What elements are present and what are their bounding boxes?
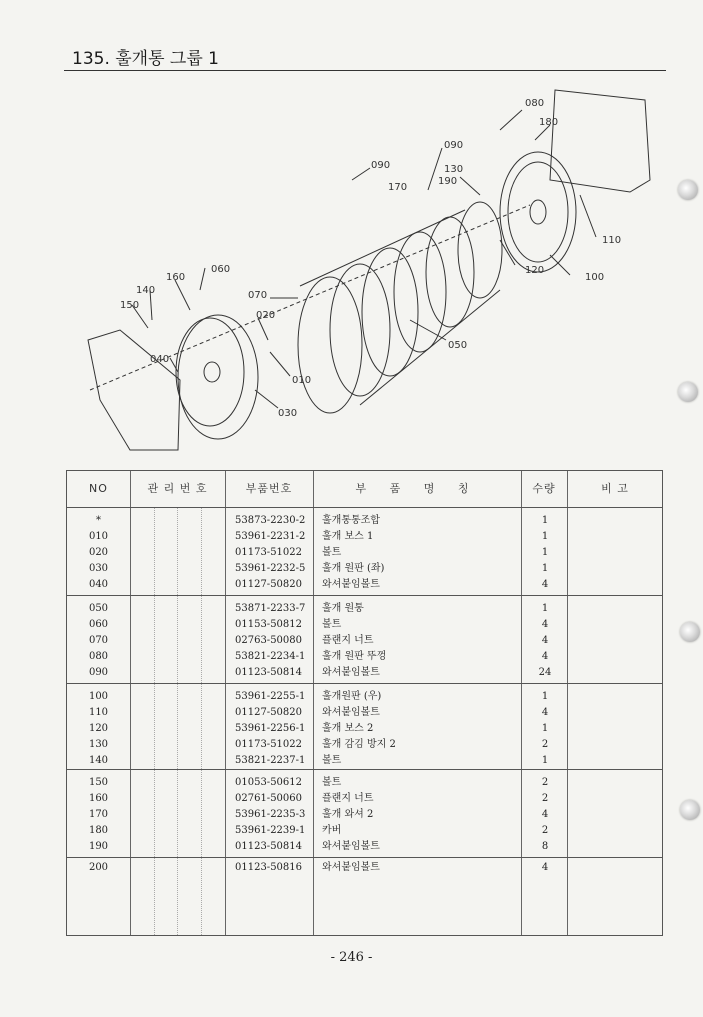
row-no: 190: [88, 841, 109, 852]
header-no: NO: [89, 482, 108, 495]
row-qty: 2: [541, 739, 549, 750]
row-part-no: 53821-2234-1: [235, 651, 306, 662]
row-part-name: 볼트: [322, 619, 342, 630]
diagram-svg: [60, 80, 670, 460]
header-remarks: 비 고: [601, 482, 629, 495]
row-part-name: 훌개 와셔 2: [322, 809, 374, 820]
row-no: 140: [88, 755, 109, 766]
row-part-name: 훌개 보스 2: [322, 723, 374, 734]
row-part-name: 볼트: [322, 755, 342, 766]
row-part-no: 01127-50820: [235, 579, 303, 590]
row-part-no: 01173-51022: [235, 547, 303, 558]
table-row: [67, 545, 662, 561]
callout-label: 090: [371, 160, 391, 171]
table-row: [67, 791, 662, 807]
row-group: [67, 507, 662, 596]
title-rule: [64, 70, 666, 71]
row-part-no: 53961-2256-1: [235, 723, 306, 734]
callout-label: 130: [444, 164, 464, 175]
row-part-name: 플랜지 너트: [322, 793, 374, 804]
row-no: 060: [88, 619, 109, 630]
row-no: 030: [88, 563, 109, 574]
row-part-name: 훌개 원판 뚜껑: [322, 651, 387, 662]
table-row: [67, 737, 662, 753]
callout-label: 120: [525, 265, 545, 276]
callout-label: 030: [278, 408, 298, 419]
table-row: [67, 617, 662, 633]
callout-label: 040: [150, 354, 170, 365]
callout-label: 150: [120, 300, 140, 311]
row-part-no: 53873-2230-2: [235, 515, 306, 526]
left-disc: [178, 315, 258, 439]
row-part-no: 01123-50814: [235, 667, 303, 678]
row-no: 040: [88, 579, 109, 590]
table-row: [67, 753, 662, 769]
row-part-no: 01123-50814: [235, 841, 303, 852]
row-qty: 2: [541, 793, 549, 804]
row-part-name: 훌개 원판 (좌): [322, 563, 385, 574]
row-no: 080: [88, 651, 109, 662]
row-qty: 1: [541, 691, 549, 702]
exploded-diagram: [60, 80, 670, 460]
right-disc: [500, 152, 576, 272]
row-no: 130: [88, 739, 109, 750]
table-row: [67, 665, 662, 681]
row-qty: 1: [541, 563, 549, 574]
row-no: 070: [88, 635, 109, 646]
punch-hole: [678, 382, 698, 402]
row-part-name: 플랜지 너트: [322, 635, 374, 646]
row-group: [67, 595, 662, 684]
table-header: [67, 471, 662, 508]
row-part-name: 와셔붙임볼트: [322, 579, 380, 590]
row-no: 200: [88, 862, 109, 873]
row-qty: 8: [541, 841, 549, 852]
page-number: - 246 -: [330, 950, 373, 965]
table-row: [67, 705, 662, 721]
row-qty: 24: [538, 667, 552, 678]
callout-label: 190: [438, 176, 458, 187]
table-row: [67, 577, 662, 593]
row-part-no: 53961-2239-1: [235, 825, 306, 836]
frame-plate-right: [550, 90, 650, 192]
row-part-name: 볼트: [322, 777, 342, 788]
row-part-name: 훌개 감김 방지 2: [322, 739, 396, 750]
table-row: [67, 529, 662, 545]
callout-label: 090: [444, 140, 464, 151]
row-qty: 4: [541, 635, 549, 646]
header-part-name: 부 품 명 칭: [355, 482, 479, 495]
row-qty: 4: [541, 579, 549, 590]
table-row: [67, 689, 662, 705]
header-qty: 수량: [532, 482, 556, 495]
row-part-name: 와셔붙임볼트: [322, 862, 380, 873]
row-no: 150: [88, 777, 109, 788]
row-part-name: 훌개통통조합: [322, 515, 380, 526]
row-part-no: 02763-50080: [235, 635, 303, 646]
row-no: 050: [88, 603, 109, 614]
page-title: 135. 훌개통 그룹 1: [72, 49, 219, 69]
row-qty: 4: [541, 651, 549, 662]
row-qty: 1: [541, 603, 549, 614]
row-no: 120: [88, 723, 109, 734]
row-part-name: 와셔붙임볼트: [322, 667, 380, 678]
row-part-no: 01127-50820: [235, 707, 303, 718]
row-part-no: 53871-2233-7: [235, 603, 306, 614]
callout-label: 180: [539, 117, 559, 128]
parts-table: [66, 470, 663, 936]
row-part-no: 53961-2232-5: [235, 563, 306, 574]
row-no: *: [96, 515, 101, 526]
row-part-name: 카버: [322, 825, 342, 836]
row-qty: 4: [541, 862, 549, 873]
row-part-no: 53961-2255-1: [235, 691, 306, 702]
row-qty: 1: [541, 755, 549, 766]
callout-label: 080: [525, 98, 545, 109]
row-qty: 4: [541, 707, 549, 718]
row-no: 170: [88, 809, 109, 820]
table-row: [67, 561, 662, 577]
row-part-name: 훌개 보스 1: [322, 531, 374, 542]
row-qty: 1: [541, 723, 549, 734]
row-part-name: 볼트: [322, 547, 342, 558]
callout-label: 020: [256, 310, 276, 321]
callout-label: 110: [602, 235, 622, 246]
callout-label: 010: [292, 375, 312, 386]
row-qty: 4: [541, 619, 549, 630]
row-part-no: 01053-50612: [235, 777, 303, 788]
table-row: [67, 601, 662, 617]
frame-plate-left: [88, 330, 180, 450]
row-part-no: 01153-50812: [235, 619, 303, 630]
row-qty: 2: [541, 777, 549, 788]
table-row: [67, 839, 662, 855]
callout-label: 140: [136, 285, 156, 296]
row-group: [67, 769, 662, 858]
row-part-no: 01173-51022: [235, 739, 303, 750]
row-part-no: 53961-2231-2: [235, 531, 306, 542]
callout-label: 100: [585, 272, 605, 283]
table-row: [67, 807, 662, 823]
row-part-no: 02761-50060: [235, 793, 303, 804]
row-no: 100: [88, 691, 109, 702]
row-part-name: 훌개 원통: [322, 603, 364, 614]
row-group: [67, 857, 662, 935]
header-part-no: 부품번호: [245, 482, 293, 495]
table-row: [67, 775, 662, 791]
punch-hole: [678, 180, 698, 200]
row-no: 090: [88, 667, 109, 678]
punch-hole: [680, 800, 700, 820]
punch-hole: [680, 622, 700, 642]
callout-label: 170: [388, 182, 408, 193]
row-part-no: 53821-2237-1: [235, 755, 306, 766]
callout-label: 070: [248, 290, 268, 301]
row-no: 110: [88, 707, 109, 718]
callout-label: 160: [166, 272, 186, 283]
row-qty: 1: [541, 531, 549, 542]
row-qty: 4: [541, 809, 549, 820]
header-mgmt-no: 관 리 번 호: [147, 482, 208, 495]
row-qty: 1: [541, 515, 549, 526]
row-qty: 1: [541, 547, 549, 558]
drum-front: [298, 277, 362, 413]
row-no: 180: [88, 825, 109, 836]
table-row: [67, 633, 662, 649]
row-part-name: 훌개원판 (우): [322, 691, 382, 702]
row-qty: 2: [541, 825, 549, 836]
callout-label: 050: [448, 340, 468, 351]
table-row: [67, 513, 662, 529]
row-no: 020: [88, 547, 109, 558]
table-row: [67, 823, 662, 839]
table-row: [67, 649, 662, 665]
row-no: 160: [88, 793, 109, 804]
row-part-name: 와셔붙임볼트: [322, 707, 380, 718]
table-row: [67, 721, 662, 737]
callout-label: 060: [211, 264, 231, 275]
row-part-no: 01123-50816: [235, 862, 303, 873]
row-part-name: 와셔붙임볼트: [322, 841, 380, 852]
row-part-no: 53961-2235-3: [235, 809, 306, 820]
row-no: 010: [88, 531, 109, 542]
row-group: [67, 683, 662, 770]
table-row: [67, 860, 662, 876]
